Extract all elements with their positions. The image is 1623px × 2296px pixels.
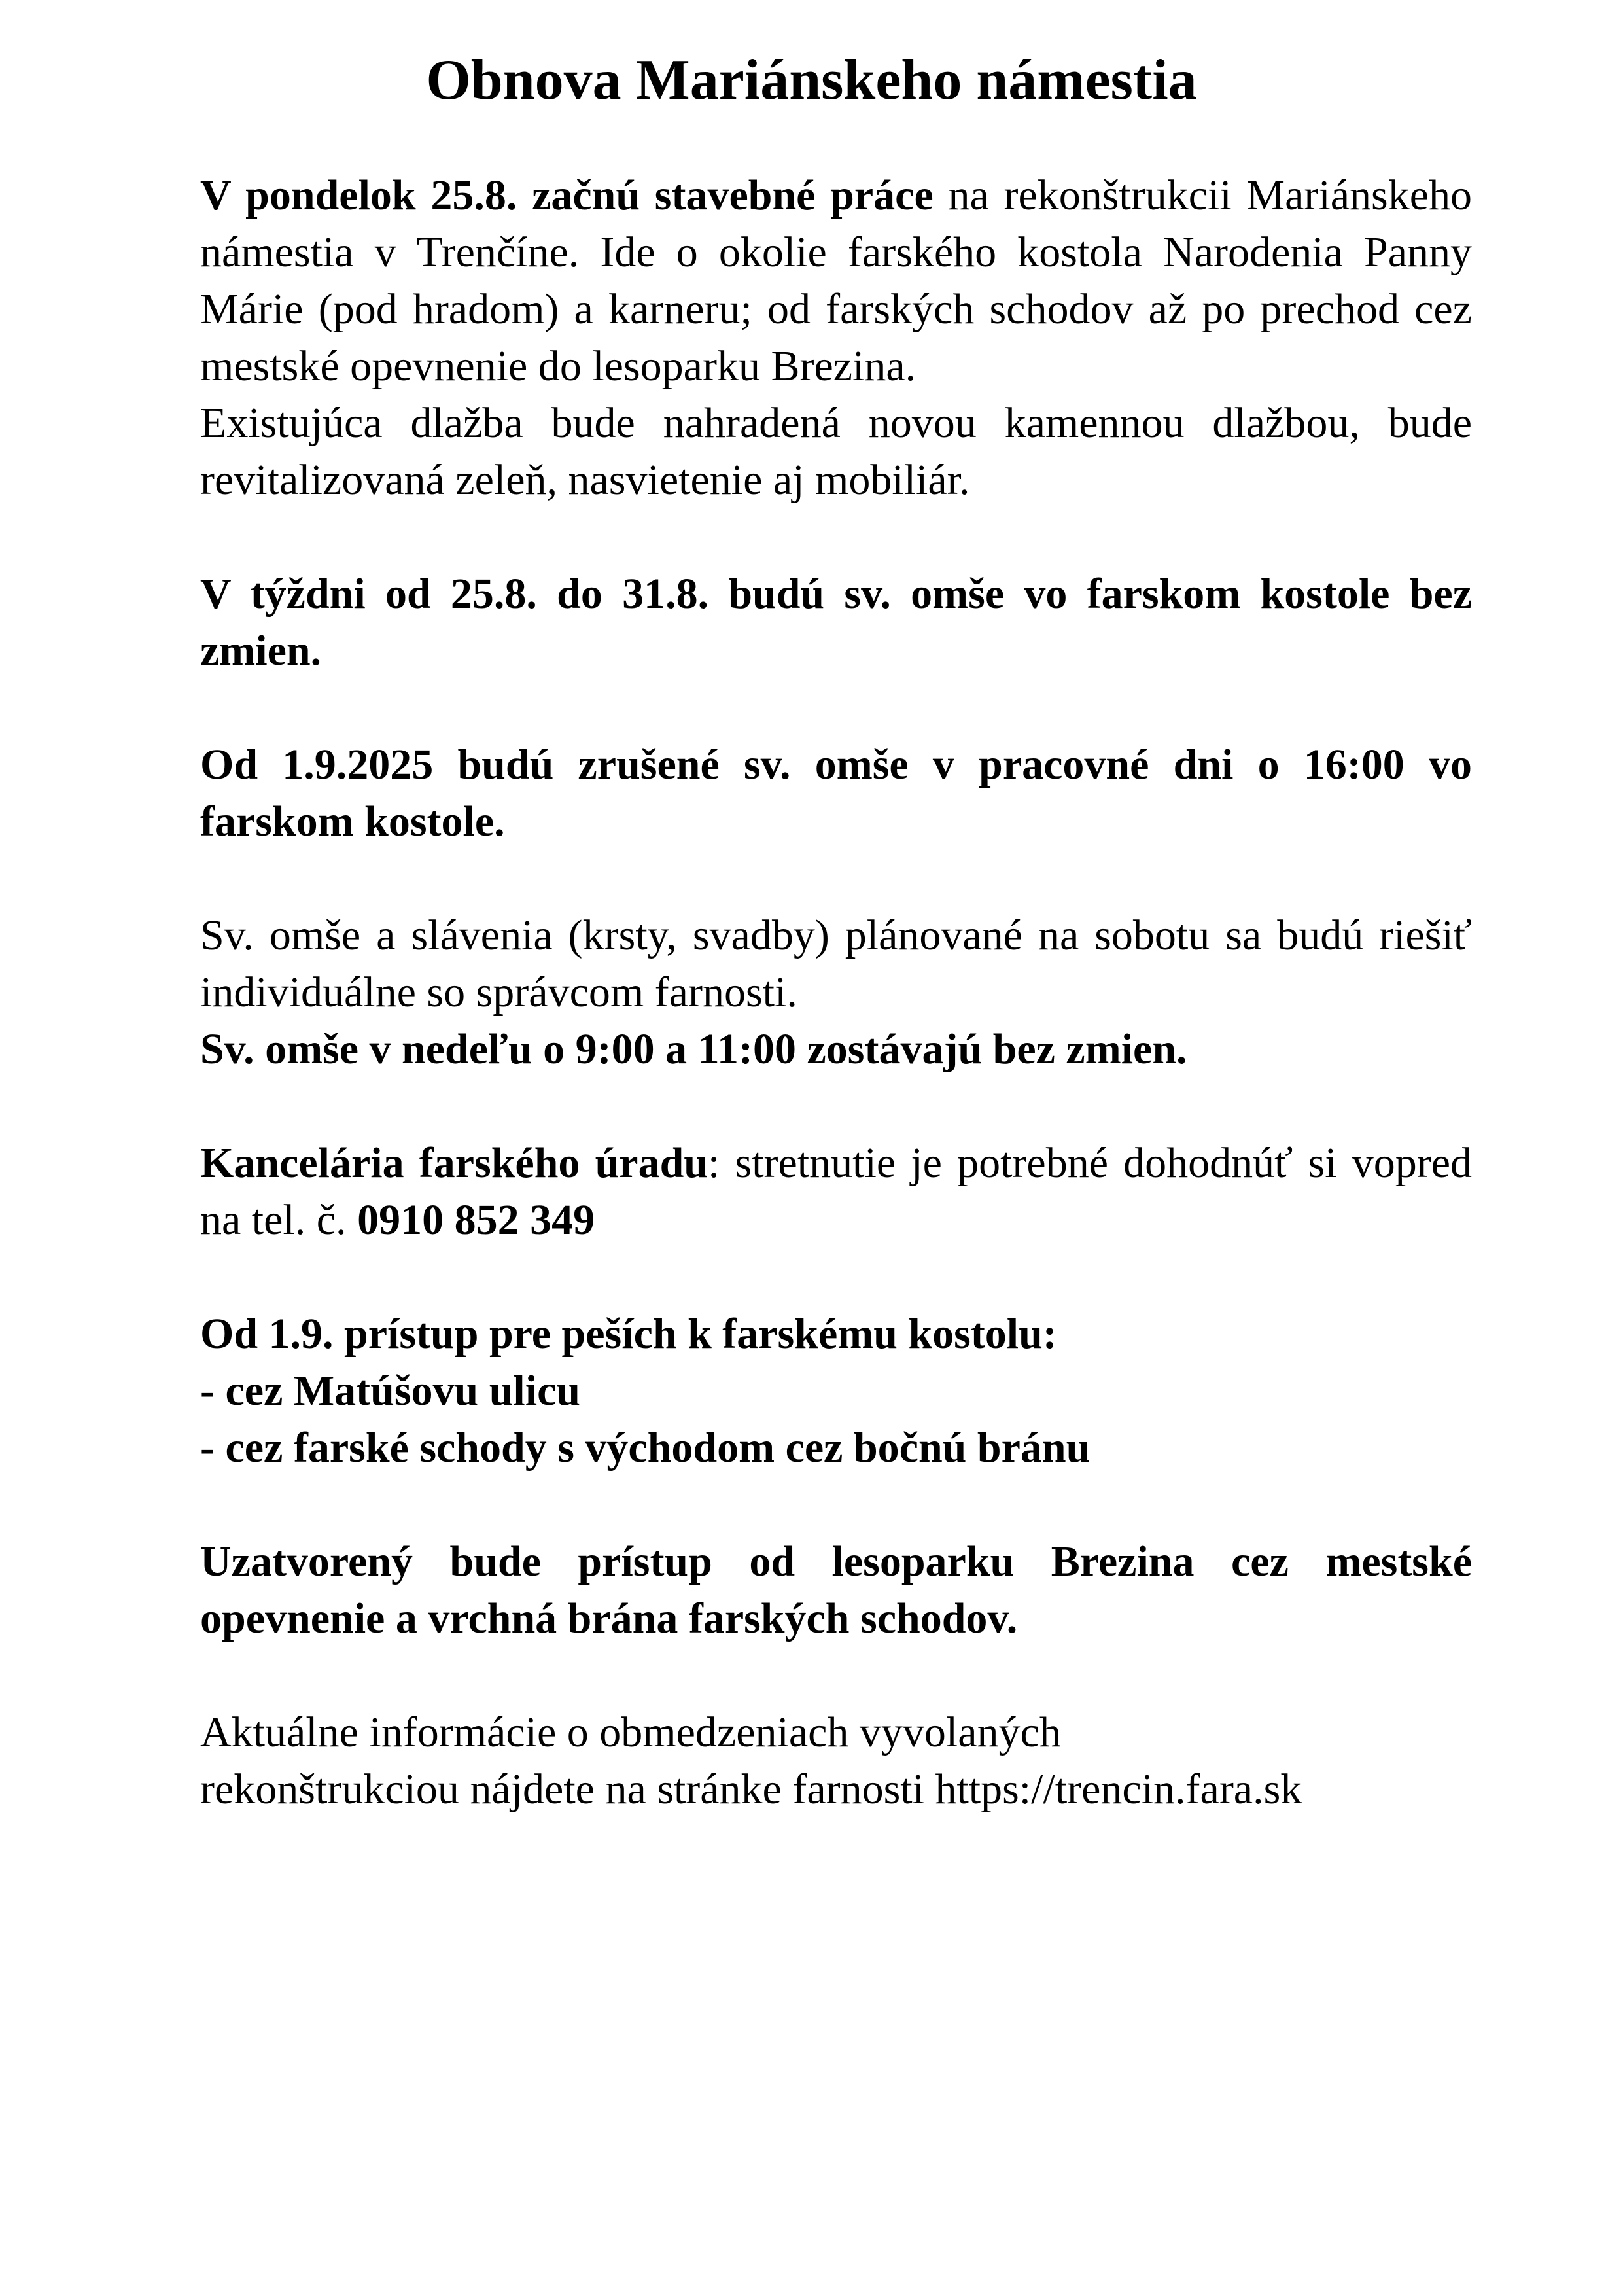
construction-start-text: na rekonštrukcii Mariánskeho námestia v Trenčíne. Ide o okolie farského kostola Narodenia Panny Márie (pod hradom) a karneru; od farských schodov až po prechod cez mestské opevnenie do lesoparku Brezina.: [200, 171, 1472, 390]
office-label: Kancelária farského úradu: [200, 1139, 708, 1187]
info-line-2: rekonštrukciou nájdete na stránke farnosti https://trencin.fara.sk: [200, 1765, 1302, 1813]
document-body: [200, 167, 1472, 1875]
paragraph-saturday-sunday: [200, 907, 1472, 1078]
paragraph-renovation-scope: Existujúca dlažba bude nahradená novou kamennou dlažbou, bude revitalizovaná zeleň, nasvietenie aj mobiliár.: [200, 399, 1472, 504]
construction-start-bold: V pondelok 25.8. začnú stavebné práce: [200, 171, 934, 219]
office-phone: 0910 852 349: [357, 1196, 595, 1244]
office-text: : stretnutie je potrebné dohodnúť si vopred na tel. č.: [200, 1139, 1472, 1244]
paragraph-cancelled-masses: [200, 736, 1472, 850]
paragraph-week-masses: [200, 565, 1472, 679]
saturday-text: Sv. omše a slávenia (krsty, svadby) plánované na sobotu sa budú riešiť individuálne so správcom farnosti.: [200, 911, 1472, 1016]
paragraph-closed-access: [200, 1533, 1472, 1647]
access-item: - cez farské schody s východom cez bočnú bránu: [200, 1424, 1091, 1472]
access-heading: Od 1.9. prístup pre peších k farskému kostolu:: [200, 1310, 1057, 1358]
page-title: Obnova Mariánskeho námestia: [426, 48, 1197, 112]
closed-access-bold: Uzatvorený bude prístup od lesoparku Brezina cez mestské opevnenie a vrchná brána farských schodov.: [200, 1538, 1472, 1642]
info-line-1: Aktuálne informácie o obmedzeniach vyvolaných: [200, 1708, 1061, 1756]
week-masses-bold: V týždni od 25.8. do 31.8. budú sv. omše vo farskom kostole bez zmien.: [200, 570, 1472, 675]
paragraph-pedestrian-access: [200, 1305, 1472, 1476]
access-item: - cez Matúšovu ulicu: [200, 1367, 581, 1415]
paragraph-construction-start: [200, 167, 1472, 395]
sunday-masses-bold: Sv. omše v nedeľu o 9:00 a 11:00 zostávajú bez zmien.: [200, 1025, 1187, 1073]
cancelled-masses-bold: Od 1.9.2025 budú zrušené sv. omše v pracovné dni o 16:00 vo farskom kostole.: [200, 741, 1472, 845]
paragraph-info: [200, 1704, 1472, 1818]
paragraph-office: [200, 1135, 1472, 1248]
